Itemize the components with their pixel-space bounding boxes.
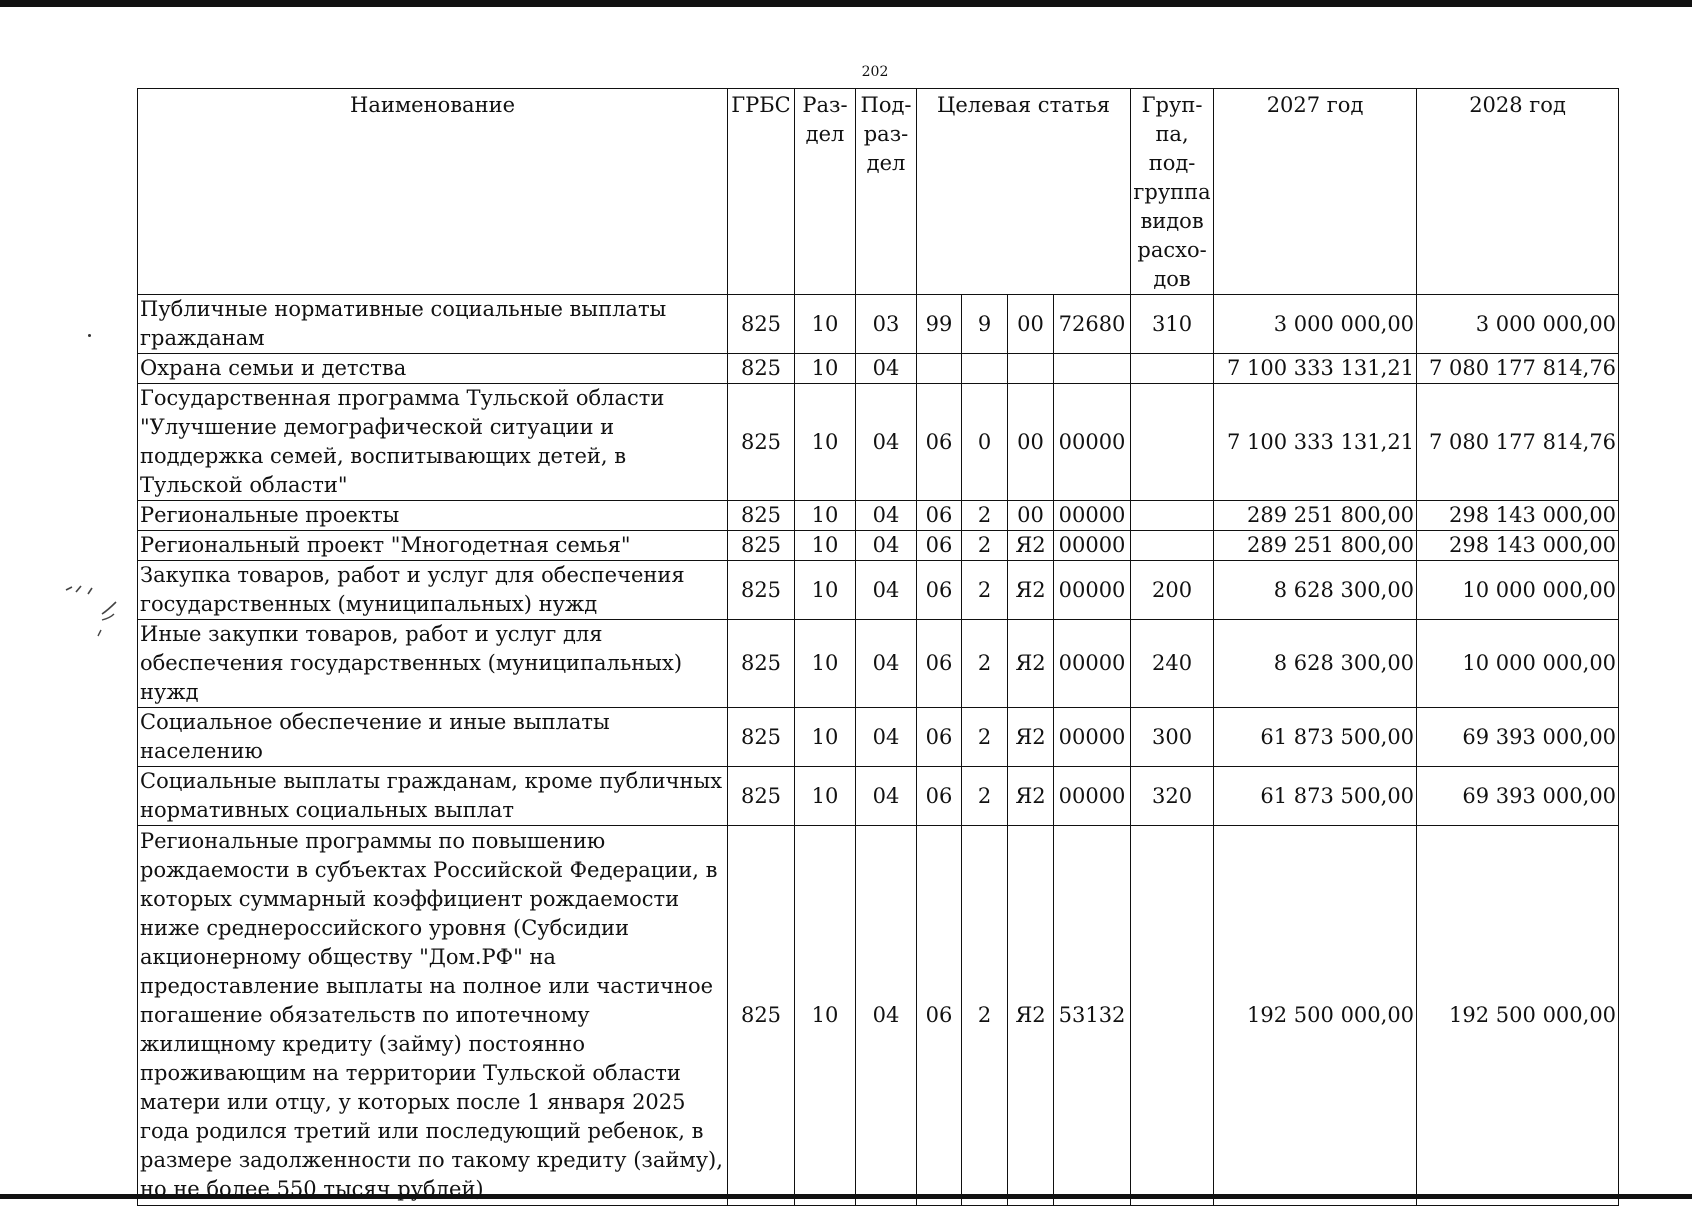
row-target-type: 2 — [962, 561, 1008, 620]
row-razdel: 10 — [795, 708, 856, 767]
row-target-type: 2 — [962, 767, 1008, 826]
row-sum-2028: 10 000 000,00 — [1417, 561, 1619, 620]
row-target-direction: 53132 — [1054, 826, 1131, 1206]
row-name: Иные закупки товаров, работ и услуг для обеспечения государственных (муниципальных) нужд — [138, 620, 728, 708]
row-grbs: 825 — [728, 295, 795, 354]
row-razdel: 10 — [795, 826, 856, 1206]
row-expense-group: 310 — [1131, 295, 1214, 354]
row-sum-2028: 7 080 177 814,76 — [1417, 354, 1619, 384]
row-sum-2028: 3 000 000,00 — [1417, 295, 1619, 354]
row-name: Региональные программы по повышению рождаемости в субъектах Российской Федерации, в которых суммарный коэффициент рождаемости ниже среднероссийского уровня (Субсидии акционерному обществу "Дом.РФ" на предоставление выплаты на полное или частичное погашение обязательств по ипотечному жилищному кредиту (займу) постоянно проживающим на территории Тульской области матери или отцу, у которых после 1 января 2025 года родился третий или последующий ребенок, в размере задолженности по такому кредиту (займу), но не более 550 тысяч рублей) — [138, 826, 728, 1206]
row-sum-2027: 61 873 500,00 — [1214, 708, 1417, 767]
row-podrazdel: 04 — [856, 620, 917, 708]
table-header-row — [138, 89, 1619, 295]
row-name: Социальное обеспечение и иные выплаты населению — [138, 708, 728, 767]
table-row — [138, 561, 1619, 620]
row-name: Региональные проекты — [138, 501, 728, 531]
row-sum-2028: 192 500 000,00 — [1417, 826, 1619, 1206]
row-target-type: 2 — [962, 708, 1008, 767]
row-sum-2027: 192 500 000,00 — [1214, 826, 1417, 1206]
row-name: Охрана семьи и детства — [138, 354, 728, 384]
table-row — [138, 501, 1619, 531]
row-grbs: 825 — [728, 708, 795, 767]
row-target-direction: 00000 — [1054, 384, 1131, 501]
row-target-element: Я2 — [1008, 767, 1054, 826]
row-podrazdel: 04 — [856, 826, 917, 1206]
row-grbs: 825 — [728, 826, 795, 1206]
row-sum-2027: 61 873 500,00 — [1214, 767, 1417, 826]
row-expense-group — [1131, 826, 1214, 1206]
header-target-article: Целевая статья — [917, 89, 1131, 295]
page-number: 202 — [861, 64, 889, 80]
row-target-type: 0 — [962, 384, 1008, 501]
row-sum-2027: 8 628 300,00 — [1214, 561, 1417, 620]
row-podrazdel: 04 — [856, 561, 917, 620]
row-target-type: 2 — [962, 531, 1008, 561]
row-sum-2027: 8 628 300,00 — [1214, 620, 1417, 708]
row-target-type: 2 — [962, 620, 1008, 708]
row-podrazdel: 04 — [856, 531, 917, 561]
row-grbs: 825 — [728, 501, 795, 531]
table-row — [138, 826, 1619, 1206]
header-razdel: Раз- дел — [795, 89, 856, 295]
row-expense-group: 240 — [1131, 620, 1214, 708]
row-podrazdel: 04 — [856, 767, 917, 826]
row-grbs: 825 — [728, 384, 795, 501]
table-row — [138, 620, 1619, 708]
table-row — [138, 767, 1619, 826]
row-target-element: Я2 — [1008, 531, 1054, 561]
row-target-program: 06 — [917, 384, 962, 501]
row-target-element: 00 — [1008, 384, 1054, 501]
row-razdel: 10 — [795, 384, 856, 501]
row-target-type: 2 — [962, 501, 1008, 531]
row-target-element: Я2 — [1008, 708, 1054, 767]
row-grbs: 825 — [728, 620, 795, 708]
row-sum-2027: 7 100 333 131,21 — [1214, 354, 1417, 384]
row-name: Публичные нормативные социальные выплаты гражданам — [138, 295, 728, 354]
row-grbs: 825 — [728, 531, 795, 561]
row-target-element: Я2 — [1008, 561, 1054, 620]
row-razdel: 10 — [795, 561, 856, 620]
row-target-type: 2 — [962, 826, 1008, 1206]
row-target-type: 9 — [962, 295, 1008, 354]
row-podrazdel: 04 — [856, 501, 917, 531]
row-grbs: 825 — [728, 354, 795, 384]
row-podrazdel: 03 — [856, 295, 917, 354]
header-2028: 2028 год — [1417, 89, 1619, 295]
row-target-program — [917, 354, 962, 384]
row-target-element — [1008, 354, 1054, 384]
row-grbs: 825 — [728, 561, 795, 620]
table-row — [138, 354, 1619, 384]
table-row — [138, 384, 1619, 501]
header-name: Наименование — [138, 89, 728, 295]
row-name: Государственная программа Тульской области "Улучшение демографической ситуации и поддержка семей, воспитывающих детей, в Тульской области" — [138, 384, 728, 501]
row-target-direction: 72680 — [1054, 295, 1131, 354]
row-name: Закупка товаров, работ и услуг для обеспечения государственных (муниципальных) нужд — [138, 561, 728, 620]
table-row — [138, 708, 1619, 767]
row-target-program: 06 — [917, 708, 962, 767]
row-target-program: 06 — [917, 531, 962, 561]
handwritten-mark-icon — [62, 578, 132, 648]
row-sum-2028: 298 143 000,00 — [1417, 531, 1619, 561]
row-sum-2027: 289 251 800,00 — [1214, 531, 1417, 561]
row-target-direction: 00000 — [1054, 767, 1131, 826]
row-target-program: 06 — [917, 767, 962, 826]
row-target-direction: 00000 — [1054, 561, 1131, 620]
row-sum-2028: 298 143 000,00 — [1417, 501, 1619, 531]
row-razdel: 10 — [795, 531, 856, 561]
row-target-element: Я2 — [1008, 826, 1054, 1206]
row-sum-2028: 69 393 000,00 — [1417, 708, 1619, 767]
row-sum-2027: 289 251 800,00 — [1214, 501, 1417, 531]
row-razdel: 10 — [795, 767, 856, 826]
row-target-element: 00 — [1008, 295, 1054, 354]
row-podrazdel: 04 — [856, 708, 917, 767]
row-razdel: 10 — [795, 295, 856, 354]
row-name: Социальные выплаты гражданам, кроме публичных нормативных социальных выплат — [138, 767, 728, 826]
header-podrazdel: Под- раз- дел — [856, 89, 917, 295]
row-target-direction: 00000 — [1054, 620, 1131, 708]
row-grbs: 825 — [728, 767, 795, 826]
row-expense-group — [1131, 384, 1214, 501]
row-expense-group: 300 — [1131, 708, 1214, 767]
row-target-direction — [1054, 354, 1131, 384]
row-expense-group — [1131, 354, 1214, 384]
row-podrazdel: 04 — [856, 354, 917, 384]
row-target-direction: 00000 — [1054, 501, 1131, 531]
table-row — [138, 295, 1619, 354]
row-target-element: 00 — [1008, 501, 1054, 531]
row-razdel: 10 — [795, 620, 856, 708]
header-grbs: ГРБС — [728, 89, 795, 295]
row-razdel: 10 — [795, 501, 856, 531]
row-target-direction: 00000 — [1054, 708, 1131, 767]
budget-table — [137, 88, 1619, 1206]
table-row — [138, 531, 1619, 561]
header-expense-group: Груп- па, под- группа видов расхо- дов — [1131, 89, 1214, 295]
row-razdel: 10 — [795, 354, 856, 384]
row-expense-group — [1131, 531, 1214, 561]
row-sum-2028: 7 080 177 814,76 — [1417, 384, 1619, 501]
row-target-program: 06 — [917, 620, 962, 708]
row-sum-2027: 7 100 333 131,21 — [1214, 384, 1417, 501]
header-2027: 2027 год — [1214, 89, 1417, 295]
row-expense-group: 320 — [1131, 767, 1214, 826]
row-podrazdel: 04 — [856, 384, 917, 501]
row-target-element: Я2 — [1008, 620, 1054, 708]
row-sum-2028: 69 393 000,00 — [1417, 767, 1619, 826]
row-target-program: 06 — [917, 561, 962, 620]
row-name: Региональный проект "Многодетная семья" — [138, 531, 728, 561]
row-target-direction: 00000 — [1054, 531, 1131, 561]
row-target-type — [962, 354, 1008, 384]
row-sum-2027: 3 000 000,00 — [1214, 295, 1417, 354]
row-expense-group: 200 — [1131, 561, 1214, 620]
scan-top-edge — [0, 0, 1692, 7]
row-expense-group — [1131, 501, 1214, 531]
scan-dot — [88, 334, 91, 337]
row-target-program: 99 — [917, 295, 962, 354]
row-sum-2028: 10 000 000,00 — [1417, 620, 1619, 708]
row-target-program: 06 — [917, 826, 962, 1206]
row-target-program: 06 — [917, 501, 962, 531]
